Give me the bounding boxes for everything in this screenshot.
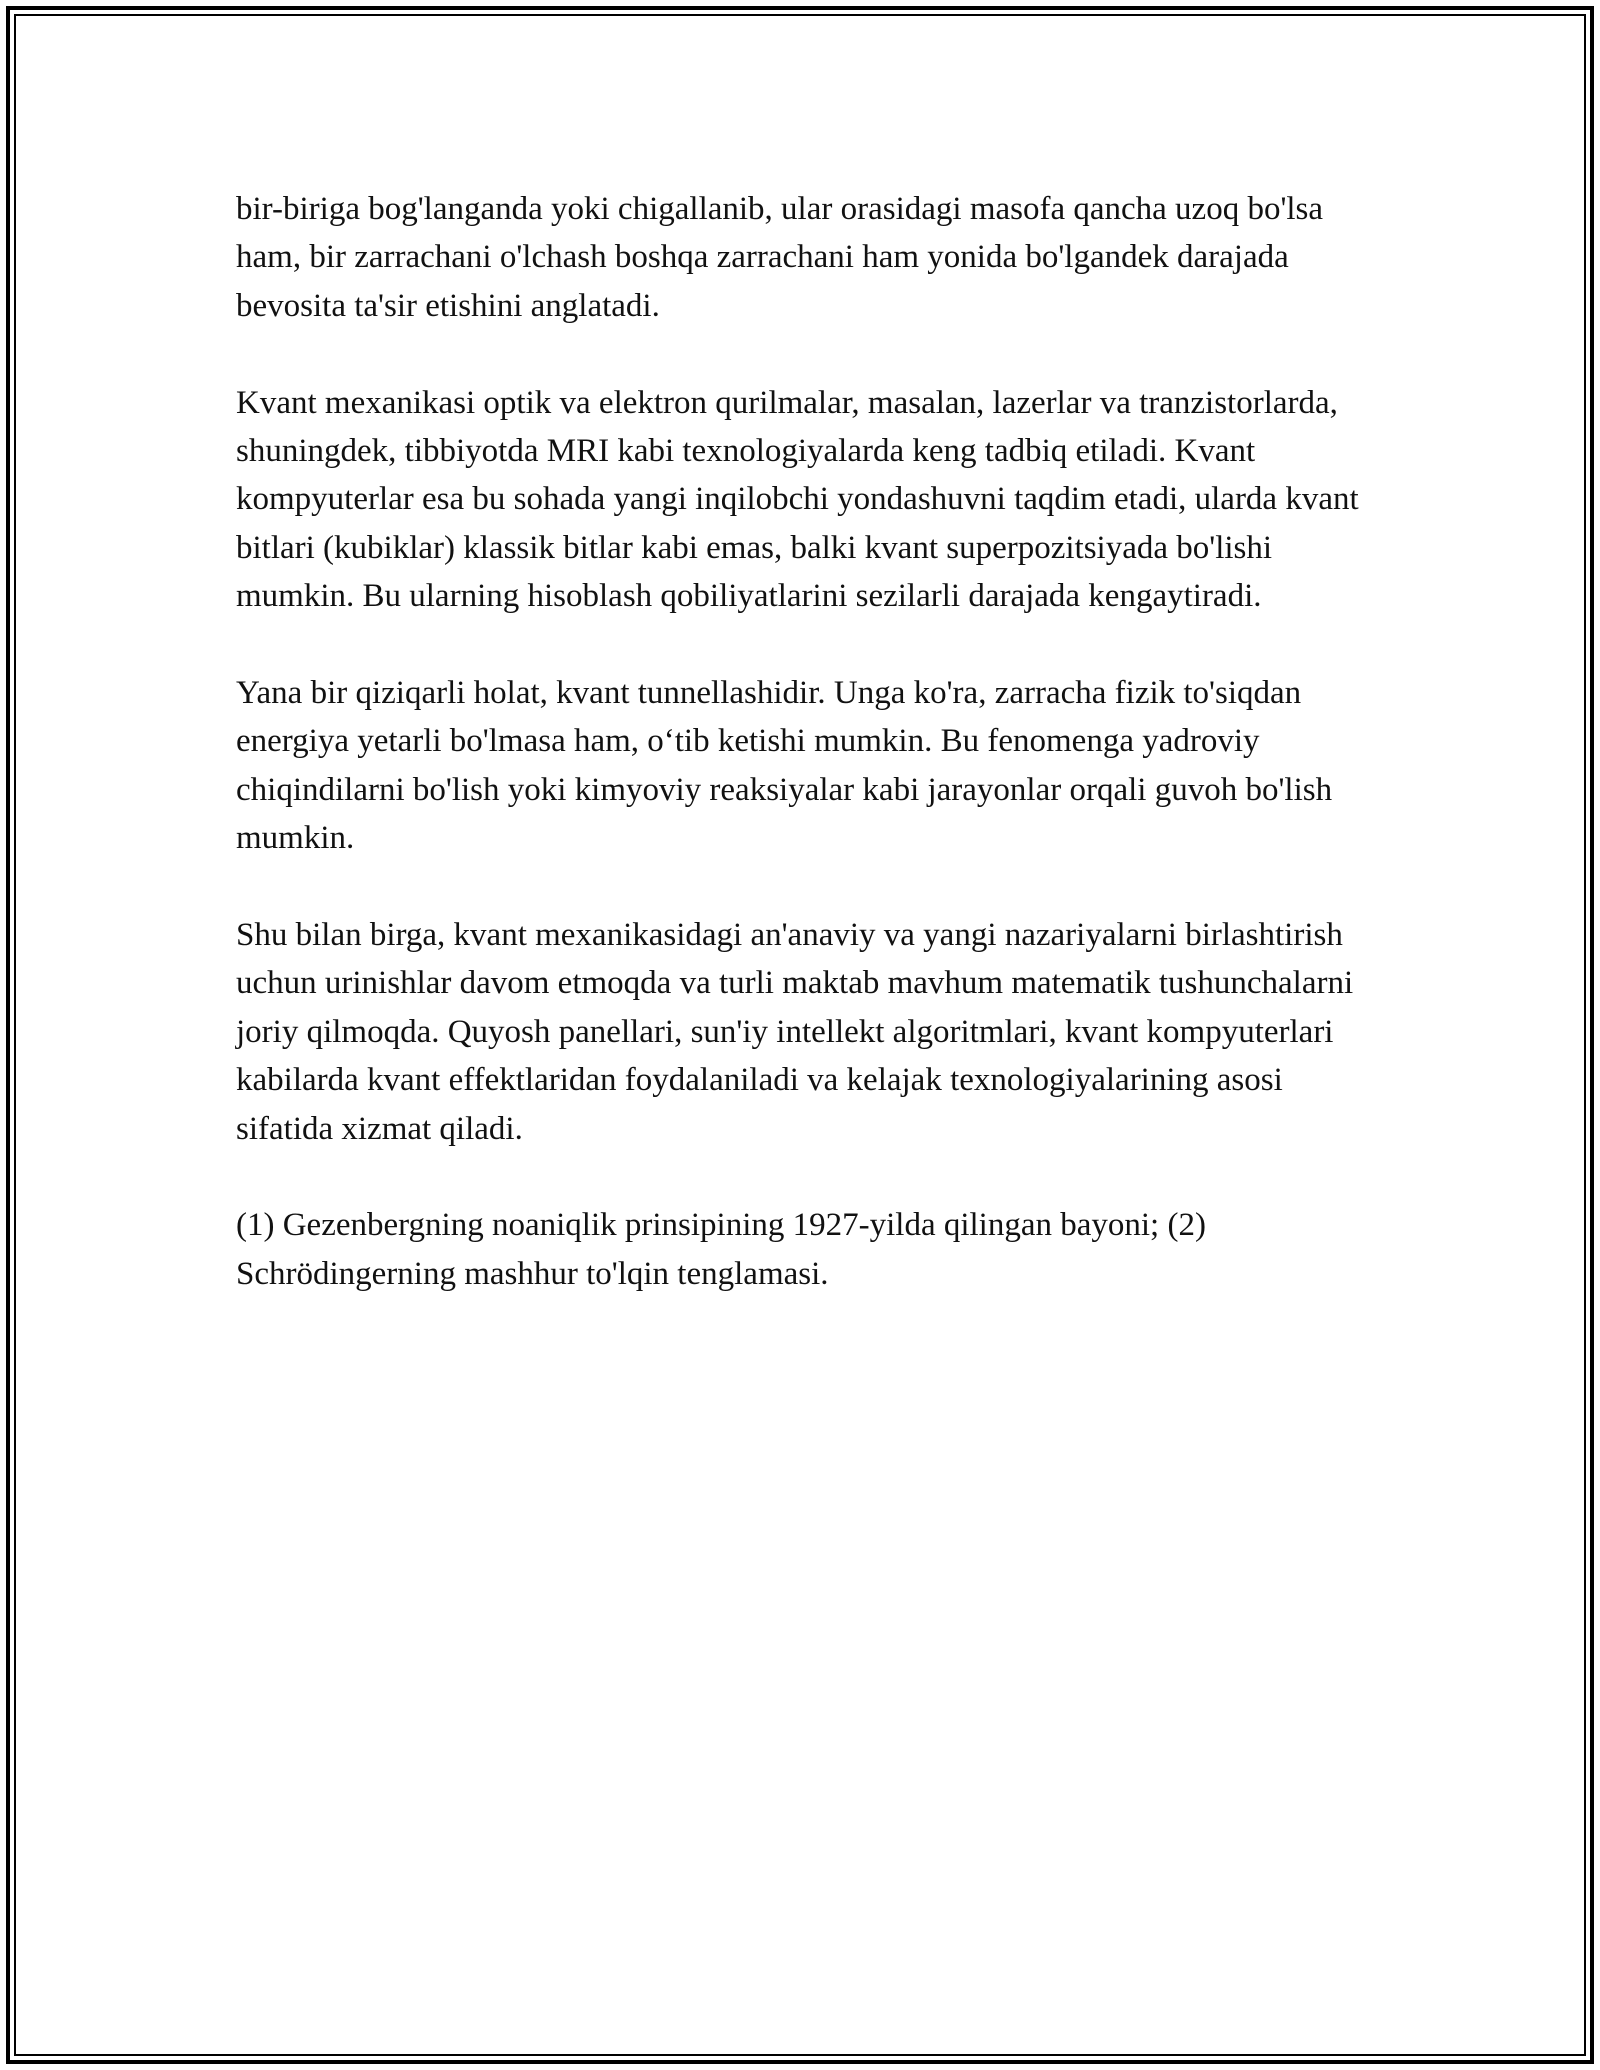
- paragraph-footnotes: (1) Gezenbergning noaniqlik prinsipining 1927-yilda qilingan bayoni; (2) Schrödingerning mashhur to'lqin tenglamasi.: [236, 1207, 1206, 1292]
- paragraph-entanglement: bir-biriga bog'langanda yoki chigallanib, ular orasidagi masofa qancha uzoq bo'lsa ham, bir zarrachani o'lchash boshqa zarrachani ham yonida bo'lgandek darajada bevosita ta'sir etishini anglatadi.: [236, 191, 1324, 324]
- document-body: [236, 185, 1376, 1347]
- paragraph-theories: Shu bilan birga, kvant mexanikasidagi an'anaviy va yangi nazariyalarni birlashtirish uchun urinishlar davom etmoqda va turli maktab mavhum matematik tushunchalarni joriy qilmoqda. Quyosh panellari, sun'iy intellekt algoritmlari, kvant kompyuterlari kabilarda kvant effektlaridan foydalaniladi va kelajak texnologiyalarining asosi sifatida xizmat qiladi.: [236, 917, 1354, 1147]
- paragraph-tunneling: Yana bir qiziqarli holat, kvant tunnellashidir. Unga ko'ra, zarracha fizik to'siqdan energiya yetarli bo'lmasa ham, o‘tib ketishi mumkin. Bu fenomenga yadroviy chiqindilarni bo'lish yoki kimyoviy reaksiyalar kabi jarayonlar orqali guvoh bo'lish mumkin.: [236, 675, 1333, 857]
- paragraph-applications: Kvant mexanikasi optik va elektron qurilmalar, masalan, lazerlar va tranzistorlarda, shuningdek, tibbiyotda MRI kabi texnologiyalarda keng tadbiq etiladi. Kvant kompyuterlar esa bu sohada yangi inqilobchi yondashuvni taqdim etadi, ularda kvant bitlari (kubiklar) klassik bitlar kabi emas, balki kvant superpozitsiyada bo'lishi mumkin. Bu ularning hisoblash qobiliyatlarini sezilarli darajada kengaytiradi.: [236, 384, 1359, 615]
